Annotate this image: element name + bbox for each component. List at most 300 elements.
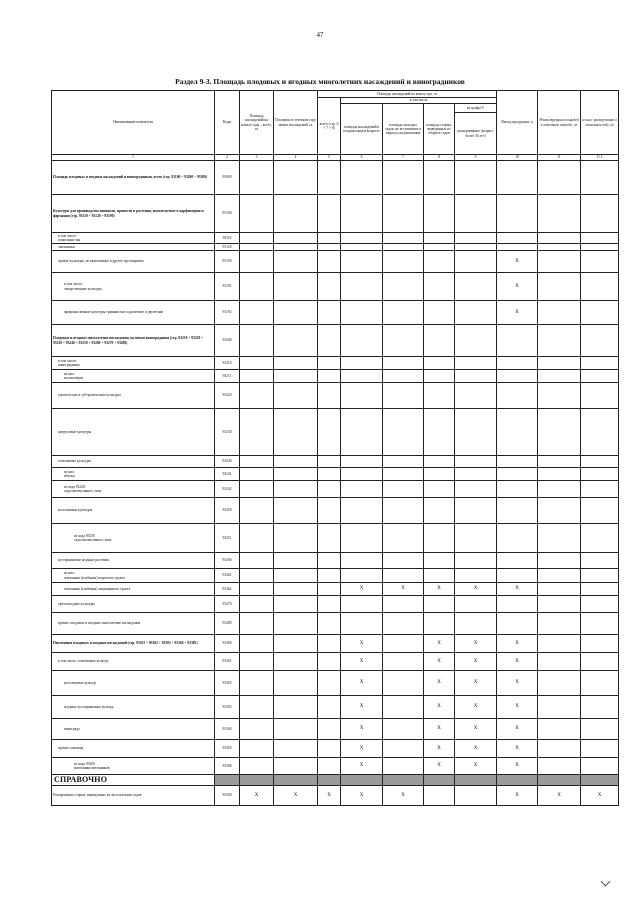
row-name: винограда <box>52 719 215 740</box>
empty-cell <box>455 481 497 498</box>
empty-cell <box>274 524 318 553</box>
not-applicable-mark: X <box>424 696 455 719</box>
empty-cell <box>274 498 318 524</box>
empty-cell <box>497 456 538 468</box>
empty-cell <box>581 553 619 569</box>
table-body <box>52 161 619 806</box>
table-row <box>52 583 619 596</box>
not-applicable-mark: X <box>341 653 383 671</box>
row-name <box>52 233 215 244</box>
empty-cell <box>497 357 538 370</box>
empty-cell <box>318 583 341 596</box>
empty-cell <box>538 273 581 301</box>
empty-cell <box>538 553 581 569</box>
table-row <box>52 370 619 383</box>
row-code: 93220 <box>215 383 240 409</box>
empty-cell <box>274 481 318 498</box>
empty-cell <box>538 671 581 696</box>
col-number: 10 <box>497 155 538 161</box>
not-applicable-mark: X <box>497 758 538 775</box>
empty-cell <box>424 481 455 498</box>
empty-cell <box>383 370 424 383</box>
empty-cell <box>455 251 497 273</box>
row-code: 93210 <box>215 357 240 370</box>
empty-cell <box>341 251 383 273</box>
empty-cell <box>581 370 619 383</box>
row-name: земляника (клубника) защищенного грунта <box>52 583 215 596</box>
empty-cell <box>274 596 318 613</box>
empty-cell <box>497 596 538 613</box>
col-number: 5 <box>318 155 341 161</box>
row-name <box>52 370 215 383</box>
row-code: 93120 <box>215 244 240 251</box>
empty-cell <box>455 357 497 370</box>
empty-cell <box>318 357 341 370</box>
header-old: площадь старых, выведенных из оборота садов <box>424 104 455 155</box>
empty-cell <box>274 719 318 740</box>
reference-row <box>52 786 619 806</box>
empty-cell <box>274 244 318 251</box>
row-code: 93110 <box>215 233 240 244</box>
empty-cell <box>424 569 455 583</box>
empty-cell <box>341 468 383 481</box>
row-name: семечковые культуры <box>52 456 215 468</box>
empty-cell <box>318 553 341 569</box>
empty-cell <box>581 696 619 719</box>
row-name-main: маточники питомников <box>74 766 110 770</box>
empty-cell <box>383 409 424 456</box>
empty-cell <box>581 635 619 653</box>
empty-cell <box>455 409 497 456</box>
row-code: 93262 <box>215 583 240 596</box>
table-row <box>52 758 619 775</box>
section-title: Раздел 9-3. Площадь плодовых и ягодных многолетних насаждений и виноградников <box>175 77 465 86</box>
row-code: 93305 <box>215 740 240 758</box>
empty-cell <box>383 719 424 740</box>
not-applicable-mark: X <box>424 719 455 740</box>
row-code: 93100 <box>215 195 240 233</box>
not-applicable-mark: X <box>497 740 538 758</box>
empty-cell <box>274 456 318 468</box>
row-code: 93261 <box>215 569 240 583</box>
empty-cell <box>497 553 538 569</box>
header-name: Наименование показателя <box>52 91 215 155</box>
empty-cell <box>581 524 619 553</box>
empty-cell <box>383 456 424 468</box>
not-applicable-mark: X <box>341 786 383 806</box>
shaded-cell <box>341 775 383 786</box>
col-number: 6 <box>341 155 383 161</box>
header-of-col9: из графы 9: <box>455 104 497 113</box>
empty-cell <box>581 596 619 613</box>
empty-cell <box>240 233 274 244</box>
empty-cell <box>383 357 424 370</box>
row-name-main: виноградники <box>58 363 80 367</box>
header-planted: Посажено в отчетном году новых насаждений, га <box>274 91 318 155</box>
empty-cell <box>274 383 318 409</box>
empty-cell <box>424 273 455 301</box>
table-row <box>52 251 619 273</box>
not-applicable-mark: X <box>341 719 383 740</box>
empty-cell <box>497 613 538 635</box>
row-name <box>52 357 215 370</box>
empty-cell <box>318 740 341 758</box>
row-code: 93301 <box>215 653 240 671</box>
empty-cell <box>383 569 424 583</box>
table-row <box>52 498 619 524</box>
empty-cell <box>538 569 581 583</box>
col-number: 2 <box>215 155 240 161</box>
empty-cell <box>318 456 341 468</box>
table-row <box>52 696 619 719</box>
empty-cell <box>240 696 274 719</box>
area-table <box>51 90 619 806</box>
empty-cell <box>581 498 619 524</box>
empty-cell <box>538 696 581 719</box>
empty-cell <box>455 195 497 233</box>
not-applicable-mark: X <box>341 696 383 719</box>
empty-cell <box>318 233 341 244</box>
not-applicable-mark: X <box>581 786 619 806</box>
empty-cell <box>383 161 424 195</box>
table-row <box>52 653 619 671</box>
row-code: 93241 <box>215 468 240 481</box>
empty-cell <box>424 301 455 325</box>
table-row <box>52 468 619 481</box>
empty-cell <box>538 758 581 775</box>
empty-cell <box>341 498 383 524</box>
empty-cell <box>383 553 424 569</box>
not-applicable-mark: X <box>538 786 581 806</box>
row-name <box>52 481 215 498</box>
row-code: 93211 <box>215 370 240 383</box>
row-name: косточковые культуры <box>52 498 215 524</box>
not-applicable-mark: X <box>497 635 538 653</box>
empty-cell <box>581 301 619 325</box>
empty-cell <box>240 740 274 758</box>
header-area-group: Площадь насаждений на конец года, га <box>318 91 497 98</box>
table-row <box>52 569 619 583</box>
empty-cell <box>318 613 341 635</box>
empty-cell <box>424 370 455 383</box>
empty-cell <box>424 524 455 553</box>
empty-cell <box>341 370 383 383</box>
empty-cell <box>581 273 619 301</box>
empty-cell <box>318 370 341 383</box>
row-name: эфиромасличные культуры травянистые однолетние и двулетние <box>52 301 215 325</box>
empty-cell <box>341 456 383 468</box>
empty-cell <box>538 524 581 553</box>
empty-cell <box>455 468 497 481</box>
empty-cell <box>538 251 581 273</box>
empty-cell <box>318 635 341 653</box>
col-number: 11 <box>538 155 581 161</box>
empty-cell <box>538 244 581 251</box>
not-applicable-mark: X <box>455 740 497 758</box>
empty-cell <box>274 569 318 583</box>
empty-cell <box>581 653 619 671</box>
table-row <box>52 456 619 468</box>
table-row <box>52 524 619 553</box>
shaded-cell <box>318 775 341 786</box>
row-code: 93306 <box>215 758 240 775</box>
row-code: 93302 <box>215 671 240 696</box>
header-fruiting: площадь насаждений в плодоносящем возрасте <box>341 104 383 155</box>
empty-cell <box>538 370 581 383</box>
empty-cell <box>240 383 274 409</box>
empty-cell <box>497 370 538 383</box>
empty-cell <box>424 553 455 569</box>
row-name-prefix: в том числе: <box>58 233 77 238</box>
shaded-cell <box>497 775 538 786</box>
row-name-prefix: из кода 93300 <box>74 761 95 766</box>
table-row <box>52 233 619 244</box>
empty-cell <box>497 481 538 498</box>
empty-cell <box>455 596 497 613</box>
empty-cell <box>240 244 274 251</box>
not-applicable-mark: X <box>497 583 538 596</box>
empty-cell <box>538 233 581 244</box>
empty-cell <box>424 325 455 357</box>
empty-cell <box>455 161 497 195</box>
row-code: 93500 <box>215 786 240 806</box>
empty-cell <box>383 653 424 671</box>
page-number: 47 <box>316 31 324 39</box>
row-name: прочие саженцы <box>52 740 215 758</box>
row-name <box>52 569 215 583</box>
not-applicable-mark: X <box>341 758 383 775</box>
empty-cell <box>383 696 424 719</box>
empty-cell <box>581 409 619 456</box>
row-name: Культуры для производства напитков, пряности и растения, используемые в парфюмерии и фармации (стр. 93110 + 93120 + 93190) <box>52 195 215 233</box>
empty-cell <box>274 273 318 301</box>
empty-cell <box>383 740 424 758</box>
not-applicable-mark: X <box>497 671 538 696</box>
empty-cell <box>341 325 383 357</box>
header-uprooting: раскорчеванно (возраст более 30 лет) <box>455 113 497 155</box>
row-name: Раскорчевано старых, выведенных из эксплуатации садов <box>52 786 215 806</box>
table-row <box>52 613 619 635</box>
empty-cell <box>383 251 424 273</box>
row-name: ягодных кустарниковых культур <box>52 696 215 719</box>
empty-cell <box>318 251 341 273</box>
header-reconstructed: Реконструкция площадей в отчетном периоде, га <box>538 91 581 155</box>
empty-cell <box>455 244 497 251</box>
empty-cell <box>424 498 455 524</box>
empty-cell <box>581 233 619 244</box>
empty-cell <box>497 161 538 195</box>
row-name-main: земляника (клубника) открытого грунта <box>64 575 126 580</box>
empty-cell <box>240 758 274 775</box>
row-code: 93242 <box>215 481 240 498</box>
row-name <box>52 273 215 301</box>
table-row <box>52 383 619 409</box>
row-code: 93190 <box>215 251 240 273</box>
empty-cell <box>240 468 274 481</box>
table-row <box>52 409 619 456</box>
row-code: 93260 <box>215 553 240 569</box>
table-row <box>52 481 619 498</box>
row-name-main: лекарственные культуры <box>64 286 102 291</box>
empty-cell <box>318 719 341 740</box>
empty-cell <box>318 696 341 719</box>
empty-cell <box>318 671 341 696</box>
not-applicable-mark: X <box>274 786 318 806</box>
empty-cell <box>341 161 383 195</box>
table-row <box>52 273 619 301</box>
row-code: 93280 <box>215 613 240 635</box>
empty-cell <box>240 569 274 583</box>
empty-cell <box>455 273 497 301</box>
header-yield: Выход продукции, ц <box>497 91 538 155</box>
table-row <box>52 301 619 325</box>
empty-cell <box>240 653 274 671</box>
empty-cell <box>497 233 538 244</box>
row-code: 93230 <box>215 409 240 456</box>
empty-cell <box>341 596 383 613</box>
row-name-main: яблоки <box>64 474 75 478</box>
empty-cell <box>240 481 274 498</box>
empty-cell <box>538 613 581 635</box>
row-name: тропические и субтропические культуры <box>52 383 215 409</box>
empty-cell <box>538 635 581 653</box>
row-name-main: сады интенсивного типа <box>64 489 102 493</box>
header-total: всего (стр. 6 + 7 + 8) <box>318 98 341 155</box>
empty-cell <box>538 409 581 456</box>
not-applicable-mark: X <box>497 653 538 671</box>
corner-mark <box>601 877 611 887</box>
empty-cell <box>274 671 318 696</box>
empty-cell <box>538 719 581 740</box>
empty-cell <box>581 758 619 775</box>
empty-cell <box>240 195 274 233</box>
empty-cell <box>318 244 341 251</box>
empty-cell <box>318 498 341 524</box>
not-applicable-mark: X <box>455 696 497 719</box>
empty-cell <box>455 301 497 325</box>
header-uprooted-old: из них: раскорчевано в отчетном году, га <box>581 91 619 155</box>
row-name: косточковых культур <box>52 671 215 696</box>
empty-cell <box>274 251 318 273</box>
empty-cell <box>455 456 497 468</box>
col-number: 8 <box>424 155 455 161</box>
empty-cell <box>581 671 619 696</box>
row-name-prefix: из них: <box>64 571 75 576</box>
shaded-cell <box>383 775 424 786</box>
shaded-cell <box>240 775 274 786</box>
row-code: 93200 <box>215 325 240 357</box>
row-name: прочие культуры, не включенные в другие группировки <box>52 251 215 273</box>
empty-cell <box>538 325 581 357</box>
empty-cell <box>383 233 424 244</box>
empty-cell <box>538 653 581 671</box>
empty-cell <box>341 383 383 409</box>
empty-cell <box>341 553 383 569</box>
row-code: 93000 <box>215 161 240 195</box>
row-code: 93191 <box>215 273 240 301</box>
not-applicable-mark: X <box>240 786 274 806</box>
empty-cell <box>424 613 455 635</box>
empty-cell <box>318 653 341 671</box>
empty-cell <box>240 301 274 325</box>
empty-cell <box>240 671 274 696</box>
empty-cell <box>383 613 424 635</box>
empty-cell <box>341 613 383 635</box>
not-applicable-mark: X <box>455 653 497 671</box>
empty-cell <box>383 301 424 325</box>
row-name: Площадь плодовых и ягодных насаждений и виноградников, всего (стр. 93100 + 93200 + 93300) <box>52 161 215 195</box>
reference-title-row <box>52 775 619 786</box>
row-name: Питомники плодовых и ягодных насаждений (стр. 93301 + 93302 + 93303 + 93304 + 93305) <box>52 635 215 653</box>
empty-cell <box>318 161 341 195</box>
table-row <box>52 195 619 233</box>
not-applicable-mark: X <box>424 740 455 758</box>
table-row <box>52 671 619 696</box>
empty-cell <box>424 357 455 370</box>
col-number: 11.1 <box>581 155 619 161</box>
not-applicable-mark: X <box>455 719 497 740</box>
empty-cell <box>274 468 318 481</box>
empty-cell <box>341 409 383 456</box>
empty-cell <box>318 481 341 498</box>
empty-cell <box>383 635 424 653</box>
table-row <box>52 553 619 569</box>
empty-cell <box>424 596 455 613</box>
not-applicable-mark: X <box>341 583 383 596</box>
not-applicable-mark: X <box>424 583 455 596</box>
not-applicable-mark: X <box>424 758 455 775</box>
row-code: 93303 <box>215 696 240 719</box>
empty-cell <box>455 524 497 553</box>
empty-cell <box>424 409 455 456</box>
empty-cell <box>383 596 424 613</box>
shaded-cell <box>538 775 581 786</box>
row-name-main: сады интенсивного типа <box>74 538 112 542</box>
empty-cell <box>581 740 619 758</box>
row-name-main: на шпалерах <box>64 376 84 380</box>
row-name: кустарниковые ягодные растения <box>52 553 215 569</box>
empty-cell <box>581 244 619 251</box>
row-code: 93192 <box>215 301 240 325</box>
row-name-prefix: из них: <box>64 469 75 474</box>
row-name-prefix: в том числе: <box>58 358 77 363</box>
not-applicable-mark: X <box>424 635 455 653</box>
empty-cell <box>497 569 538 583</box>
row-name-prefix: из кода 93240: <box>64 484 86 489</box>
row-name: прочие плодовые и ягодные многолетние насаждения <box>52 613 215 635</box>
empty-cell <box>341 301 383 325</box>
empty-cell <box>581 613 619 635</box>
reference-title: СПРАВОЧНО <box>52 775 215 786</box>
empty-cell <box>581 456 619 468</box>
empty-cell <box>497 498 538 524</box>
empty-cell <box>581 251 619 273</box>
not-applicable-mark: X <box>497 251 538 273</box>
empty-cell <box>538 740 581 758</box>
header-incl: в том числе <box>341 98 497 104</box>
empty-cell <box>581 583 619 596</box>
empty-cell <box>240 370 274 383</box>
row-name: Плодовые и ягодные многолетние насаждения, включая виноградники (стр. 93210 + 93220 + 93230 + 93240 + 93250 + 93260 + 93270 + 93280) <box>52 325 215 357</box>
empty-cell <box>581 569 619 583</box>
shaded-cell <box>581 775 619 786</box>
empty-cell <box>383 195 424 233</box>
table-row <box>52 357 619 370</box>
empty-cell <box>240 251 274 273</box>
empty-cell <box>341 244 383 251</box>
empty-cell <box>538 383 581 409</box>
empty-cell <box>538 481 581 498</box>
